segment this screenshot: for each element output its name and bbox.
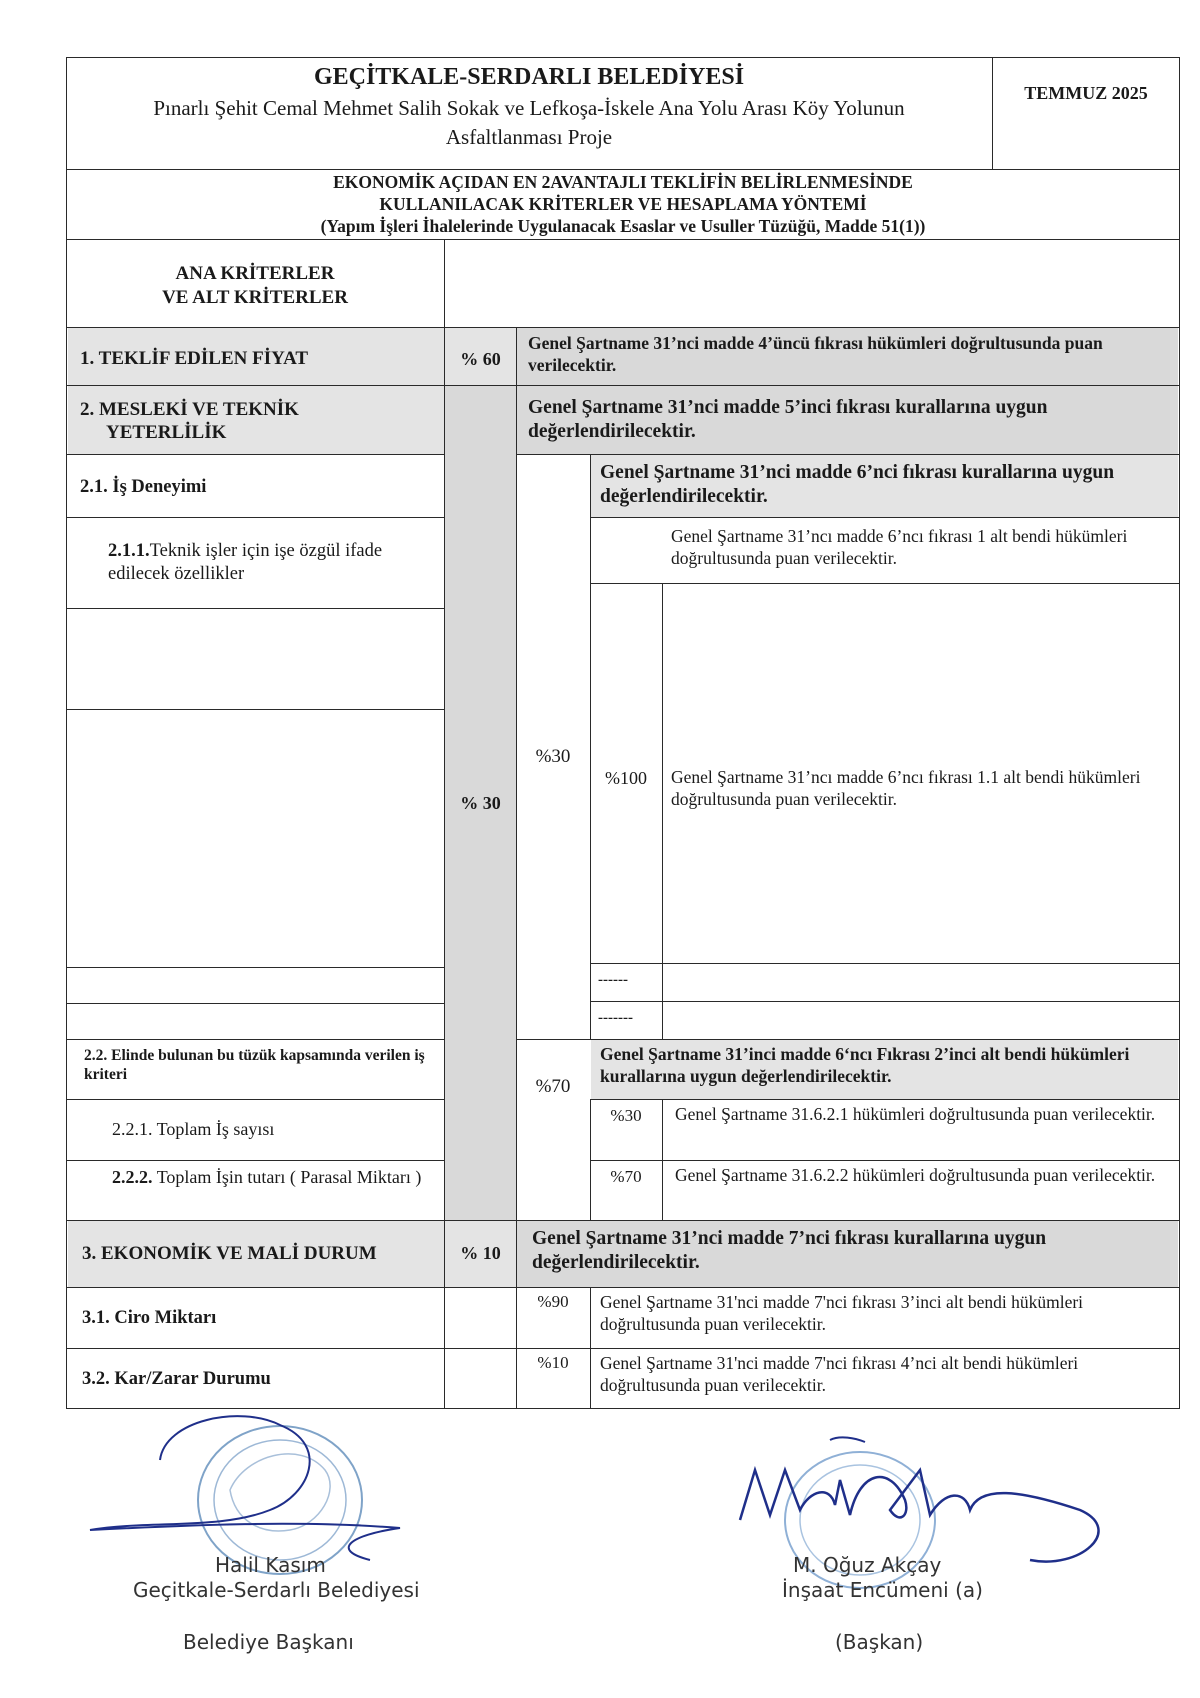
rule-after-dash1 (590, 1001, 1180, 1002)
project-title-line1: Pınarlı Şehit Cemal Mehmet Salih Sokak ve Lefkoşa-İskele Ana Yolu Arası Köy Yolunun (153, 96, 905, 120)
rule-blank-left-2 (66, 967, 445, 968)
rule-after-row31 (66, 1348, 1180, 1349)
row222-description: Genel Şartname 31.6.2.2 hükümleri doğrultusunda puan verilecektir. (675, 1165, 1156, 1185)
subheader-line3: (Yapım İşleri İhalelerinde Uygulanacak Esaslar ve Usuller Tüzüğü, Madde 51(1)) (320, 216, 926, 236)
col-inner-divider-22x (662, 1099, 663, 1220)
rule-after-row21-block-right (516, 1039, 1180, 1040)
row32-label: 3.2. Kar/Zarar Durumu (82, 1369, 271, 1389)
row222-label (112, 1166, 432, 1189)
left-signature-stroke (90, 1416, 400, 1560)
rule-after-row1 (66, 385, 1180, 386)
col-left-divider (444, 239, 445, 1409)
criteria-header-line2: VE ALT KRİTERLER (162, 287, 348, 308)
col-sub-divider-21 (590, 454, 591, 1039)
left-signer-name: Halil Kasım (215, 1553, 326, 1577)
row1-percentage: % 60 (460, 349, 501, 369)
right-signer-role: (Başkan) (835, 1630, 924, 1654)
row32-description: Genel Şartname 31'nci madde 7'nci fıkrası 4’nci alt bendi hükümleri doğrultusunda puan verilecektir. (600, 1353, 1079, 1395)
subheader-line1: EKONOMİK AÇIDAN EN 2AVANTAJLI TEKLİFİN BELİRLENMESİNDE (333, 172, 913, 192)
right-signature-tick (830, 1437, 865, 1442)
rule-after-row222 (66, 1220, 1180, 1221)
subheader-line2: KULLANILACAK KRİTERLER VE HESAPLAMA YÖNTEMİ (379, 194, 867, 214)
row21-description: Genel Şartname 31’nci madde 6’nci fıkrası kurallarına uygun değerlendirilecektir. (600, 462, 1115, 508)
row211-text: Teknik işler için işe özgül ifade edilecek özellikler (108, 541, 383, 585)
row2-label-line1: 2. MESLEKİ VE TEKNİK (80, 399, 299, 420)
left-signer-role: Belediye Başkanı (183, 1630, 354, 1654)
left-stamp-inner-ring (214, 1440, 346, 1560)
row211-label (108, 540, 428, 586)
col-pct-divider-row1 (516, 327, 517, 385)
row221-description: Genel Şartname 31.6.2.1 hükümleri doğrultusunda puan verilecektir. (675, 1104, 1156, 1124)
rule-after-row2-desc (516, 454, 1180, 455)
row1-label: 1. TEKLİF EDİLEN FİYAT (80, 348, 309, 369)
row3-description: Genel Şartname 31’nci madde 7’nci fıkrası kurallarına uygun değerlendirilecektir. (532, 1228, 1047, 1274)
rule-blank-left-3 (66, 1003, 445, 1004)
row222-number: 2.2.2. (112, 1167, 153, 1187)
row222-text: Toplam İşin tutarı ( Parasal Miktarı ) (156, 1167, 422, 1187)
rule-after-row211-desc (590, 583, 1180, 584)
right-signer-org: İnşaat Encümeni (a) (782, 1578, 983, 1602)
row21-label: 2.1. İş Deneyimi (80, 477, 207, 497)
col-inner-divider-2111 (662, 583, 663, 1039)
rule-after-row22-left (66, 1099, 445, 1100)
col-sub-divider-3 (590, 1287, 591, 1409)
rule-after-r2111 (590, 963, 1180, 964)
row21-percentage: %30 (535, 746, 571, 767)
r2111-description: Genel Şartname 31’ncı madde 6’ncı fıkrası 1.1 alt bendi hükümleri doğrultusunda puan verilecektir. (671, 767, 1141, 809)
rule-after-row21-block (66, 1039, 445, 1040)
dash-row-1: ------ (598, 972, 628, 988)
row211-number: 2.1.1. (108, 541, 150, 561)
row31-label: 3.1. Ciro Miktarı (82, 1308, 217, 1328)
rule-blank-left-1 (66, 709, 445, 710)
row22-description: Genel Şartname 31’inci madde 6‘ncı Fıkrası 2’inci alt bendi hükümleri kurallarına uygun değerlendirilecektir. (600, 1044, 1130, 1086)
criteria-header-line1: ANA KRİTERLER (175, 263, 335, 284)
row211-description: Genel Şartname 31’ncı madde 6’ncı fıkrası 1 alt bendi hükümleri doğrultusunda puan verilecektir. (671, 526, 1128, 568)
dash-row-2: ------- (598, 1010, 633, 1026)
row222-percentage: %70 (610, 1167, 642, 1186)
row2-description: Genel Şartname 31’nci madde 5’inci fıkrası kurallarına uygun değerlendirilecektir. (528, 397, 1048, 443)
rule-after-row2-left (66, 454, 445, 455)
row31-description: Genel Şartname 31'nci madde 7'nci fıkrası 3’inci alt bendi hükümleri doğrultusunda puan verilecektir. (600, 1292, 1084, 1334)
rule-after-row3 (66, 1287, 1180, 1288)
document-date: TEMMUZ 2025 (1024, 83, 1148, 103)
row221-label: 2.2.1. Toplam İş sayısı (112, 1119, 275, 1139)
row2-percentage: % 30 (460, 793, 501, 813)
rule-after-row21-desc (590, 517, 1180, 518)
rule-after-header-row (66, 327, 1180, 328)
col-pct-divider-row2 (516, 385, 517, 1409)
row22-label: 2.2. Elinde bulunan bu tüzük kapsamında verilen iş kriteri (84, 1047, 425, 1084)
right-signer-name: M. Oğuz Akçay (793, 1553, 942, 1577)
rule-after-row22-desc (590, 1099, 1180, 1100)
row32-percentage: %10 (537, 1353, 569, 1372)
r2111-percentage: %100 (605, 768, 647, 788)
header-divider (992, 57, 993, 170)
project-title-line2: Asfaltlanması Proje (445, 125, 613, 149)
municipality-title: GEÇİTKALE-SERDARLI BELEDİYESİ (313, 64, 745, 90)
rule-after-row221-desc (590, 1160, 1180, 1161)
rule-after-row211-left (66, 608, 445, 609)
row22-percentage: %70 (535, 1076, 571, 1097)
row31-percentage: %90 (537, 1292, 569, 1311)
rule-after-row221-left (66, 1160, 445, 1161)
row1-description: Genel Şartname 31’nci madde 4’üncü fıkrası hükümleri doğrultusunda puan verilecektir. (528, 333, 1103, 375)
row2-label-line2: YETERLİLİK (106, 422, 227, 443)
left-stamp-emblem (230, 1454, 330, 1531)
row3-percentage: % 10 (460, 1243, 501, 1263)
row3-label: 3. EKONOMİK VE MALİ DURUM (82, 1243, 377, 1264)
rule-after-row21-left (66, 517, 445, 518)
left-stamp-ring (198, 1426, 362, 1574)
left-signer-org: Geçitkale-Serdarlı Belediyesi (133, 1578, 420, 1602)
row221-percentage: %30 (610, 1106, 642, 1125)
